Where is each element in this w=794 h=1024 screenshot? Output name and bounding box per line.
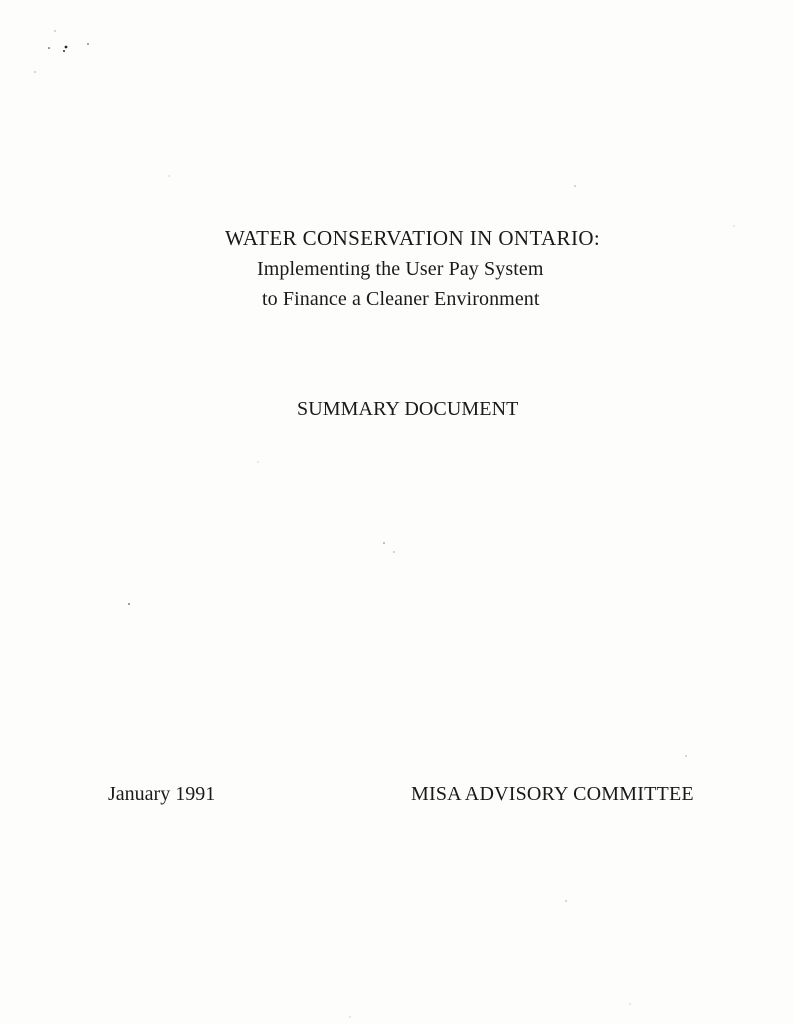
author-committee: MISA ADVISORY COMMITTEE bbox=[411, 783, 694, 805]
publication-date: January 1991 bbox=[108, 783, 216, 805]
document-type-label: SUMMARY DOCUMENT bbox=[297, 398, 519, 420]
document-title: WATER CONSERVATION IN ONTARIO: bbox=[225, 226, 601, 250]
document-subtitle-line-2: to Finance a Cleaner Environment bbox=[262, 288, 540, 310]
document-subtitle-line-1: Implementing the User Pay System bbox=[257, 258, 544, 280]
